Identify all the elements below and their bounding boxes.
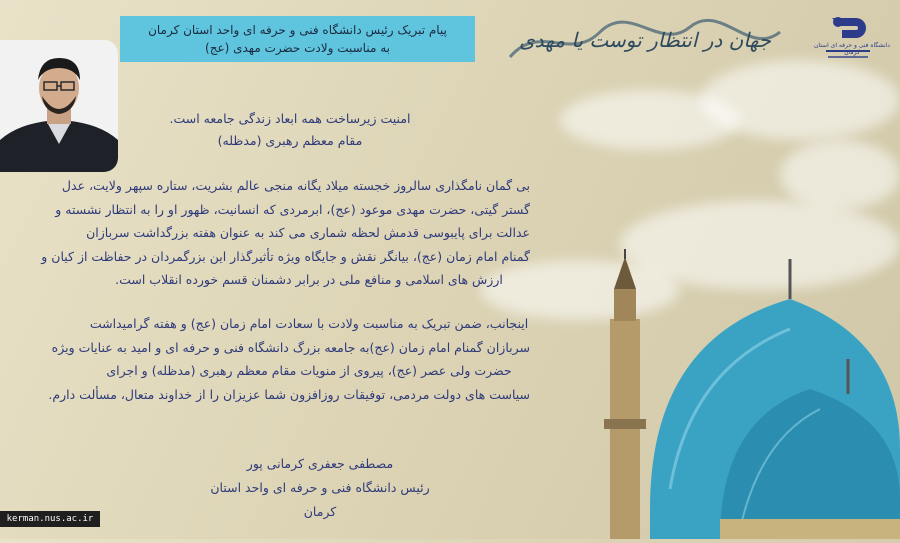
message-paragraph-1	[41, 174, 530, 292]
paragraph-line: ارزش های اسلامی و منافع ملی در برابر دشمنان قسم خورده انقلاب است.	[115, 272, 503, 287]
portrait-photo	[0, 40, 118, 172]
paragraph-line: حضرت ولی عصر (عج)، پیروی از منویات مقام معظم رهبری (مدظله) و اجرای	[106, 363, 512, 378]
paragraph-line: سیاست های دولت مردمی، توفیقات روزافزون شما عزیزان را از خداوند متعال، مسألت دارم.	[48, 386, 530, 402]
paragraph-line: گمنام امام زمان (عج)، بیانگر نقش و جایگاه ویژه تأثیرگذار این بزرگمردان در حفاظت از کیان و	[41, 248, 530, 264]
paragraph-line: بی گمان نامگذاری سالروز خجسته میلاد یگانه منجی عالم بشریت، ستاره سپهر ولایت، عدل	[61, 178, 530, 193]
banner-line-2: به مناسبت ولادت حضرت مهدی (عج)	[205, 41, 390, 55]
paragraph-line: گستر گیتی، حضرت مهدی موعود (عج)، ابرمردی که انسانیت، ظهور او را به انتظار نشسته و	[55, 201, 530, 217]
title-banner	[120, 16, 475, 62]
mosque-dome-icon	[590, 249, 900, 539]
person-portrait-icon	[0, 40, 118, 172]
calligraphy-text: جهان در انتظار توست یا مهدی	[518, 28, 772, 52]
signature-name: مصطفی جعفری کرمانی پور	[246, 456, 394, 471]
website-url[interactable]: kerman.nus.ac.ir	[0, 511, 100, 527]
signature-title: رئیس دانشگاه فنی و حرفه ای واحد استان کرمان	[210, 480, 430, 519]
paragraph-line: سربازان گمنام امام زمان (عج)به جامعه بزرگ دانشگاه فنی و حرفه ای و امید به عنایات ویژه	[51, 339, 530, 355]
mosque-illustration	[590, 249, 900, 539]
signature	[200, 452, 440, 524]
quote-text: امنیت زیرساخت همه ابعاد زندگی جامعه است.	[169, 111, 411, 126]
message-paragraph-2	[48, 312, 530, 406]
banner-line-1: پیام تبریک رئیس دانشگاه فنی و حرفه ای واحد استان کرمان	[148, 23, 447, 37]
cloud-decoration	[780, 140, 900, 210]
calligraphy-title	[500, 12, 790, 72]
logo-text: دانشگاه فنی و حرفه ای استان کرمان	[814, 42, 890, 56]
paragraph-line: عدالت برای پایبوسی قدمش لحظه شماری می کند به عنوان هفته بزرگداشت سربازان	[86, 225, 530, 240]
leader-quote	[150, 108, 430, 152]
paragraph-line: اینجانب، ضمن تبریک به مناسبت ولادت با سعادت امام زمان (عج) و هفته گرامیداشت	[89, 316, 529, 331]
quote-author: مقام معظم رهبری (مدظله)	[217, 133, 363, 148]
